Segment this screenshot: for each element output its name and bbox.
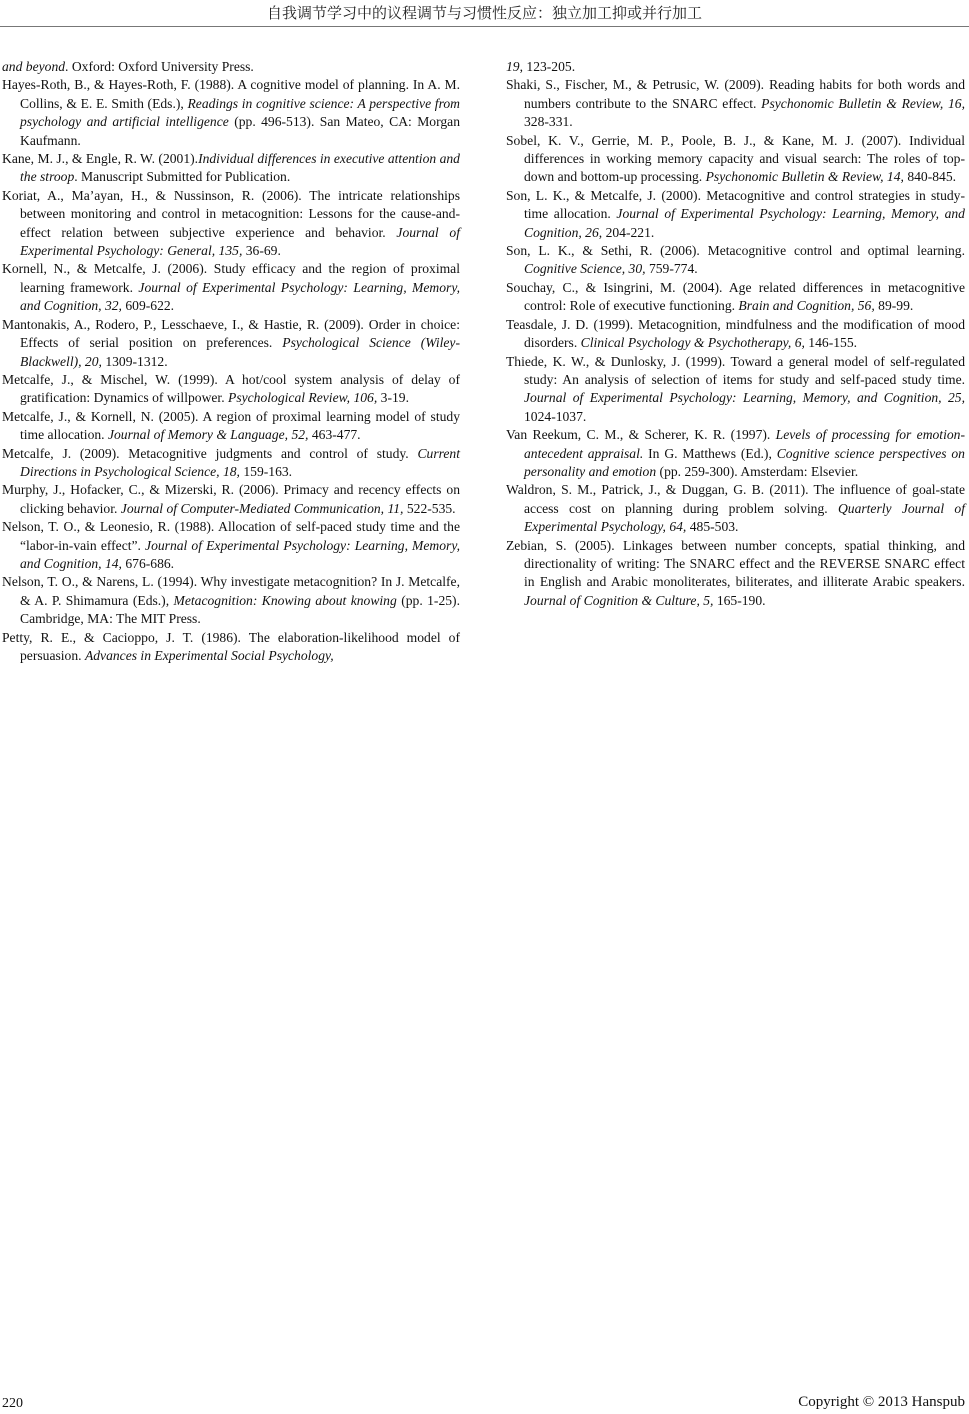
reference-text: 146-155. [804, 335, 858, 351]
reference-text: (pp. 259-300). Amsterdam: Elsevier. [656, 463, 859, 479]
reference-entry [506, 279, 965, 316]
reference-source: Journal of Experimental Psychology: Learning, Memory, and Cognition, 32, [20, 279, 460, 314]
reference-text: Nelson, T. O., & Narens, L. (1994). Why investigate metacognition? In J. Metcalfe, & A. P. Shimamura (Eds.), [2, 574, 460, 608]
reference-entry [2, 408, 460, 445]
reference-text: Koriat, A., Ma’ayan, H., & Nussinson, R. (2006). The intricate relationships between monitoring and control in metacognition: Lessons for the cause-and-effect relation between subjective experience and behavior. [2, 187, 460, 240]
reference-source: Psychonomic Bulletin & Review, 14, [705, 169, 904, 185]
reference-source: Readings in cognitive science: A perspective from psychology and artificial intelligence [20, 95, 460, 130]
reference-text: 522-535. [403, 500, 456, 516]
reference-text: Son, L. K., & Metcalfe, J. (2000). Metacognitive and control strategies in study-time allocation. [506, 187, 965, 222]
reference-text: Van Reekum, C. M., & Scherer, K. R. (1997). [506, 427, 776, 443]
reference-source: 19 [506, 59, 520, 74]
reference-text: Kane, M. J., & Engle, R. W. (2001). [2, 151, 199, 167]
reference-text: 328-331. [524, 114, 573, 130]
reference-entry [506, 316, 965, 353]
copyright-notice: Copyright © 2013 Hanspub [798, 1394, 965, 1410]
reference-entry [2, 316, 460, 371]
reference-text: Kornell, N., & Metcalfe, J. (2006). Study efficacy and the region of proximal learning framework. [2, 261, 460, 295]
reference-source: Journal of Experimental Psychology: General, 135, [20, 224, 460, 259]
reference-text: In G. Matthews (Ed.), [643, 445, 777, 461]
reference-text: (pp. 1-25). Cambridge, MA: The MIT Press. [20, 592, 460, 627]
reference-entry [2, 445, 460, 482]
reference-text: Metcalfe, J. (2009). Metacognitive judgments and control of study. [2, 445, 418, 461]
reference-entry [2, 371, 460, 408]
reference-entry [506, 537, 965, 611]
reference-source: Journal of Computer-Mediated Communication, 11, [120, 500, 404, 516]
reference-text: Son, L. K., & Sethi, R. (2006). Metacognitive control and optimal learning. [506, 243, 965, 259]
reference-source: Current Directions in Psychological Science, 18, [20, 445, 460, 479]
reference-source: Advances in Experimental Social Psychology, [84, 648, 334, 663]
reference-entry [2, 260, 460, 315]
reference-source: Quarterly Journal of Experimental Psychology, 64, [524, 500, 965, 535]
reference-entry [2, 573, 460, 628]
running-header: 自我调节学习中的议程调节与习惯性反应：独立加工抑或并行加工 [266, 4, 702, 22]
reference-text: 676-686. [121, 555, 175, 571]
reference-source: Journal of Memory & Language, 52, [107, 427, 309, 443]
reference-source: Levels of processing for emotion-antecedent appraisal. [524, 427, 965, 461]
reference-text: Hayes-Roth, B., & Hayes-Roth, F. (1988). A cognitive model of planning. In A. M. Collins, & E. E. Smith (Eds.), [2, 77, 460, 111]
reference-text: 840-845. [903, 169, 957, 185]
reference-text: 1309-1312. [101, 353, 168, 369]
reference-source: Psychological Review, 106, [228, 390, 378, 406]
reference-entry [506, 426, 965, 481]
reference-text: 159-163. [239, 463, 293, 479]
reference-entry [506, 76, 965, 131]
reference-text: 485-503. [686, 519, 739, 535]
reference-entry [2, 150, 460, 187]
reference-source: Brain and Cognition, 56, [738, 298, 875, 314]
reference-source: Psychological Science (Wiley-Blackwell), 20, [20, 335, 460, 369]
reference-text: 165-190. [713, 592, 766, 608]
reference-text: Nelson, T. O., & Leonesio, R. (1988). Allocation of self-paced study time and the “labor-in-vain effect”. [2, 519, 460, 553]
reference-text: . Manuscript Submitted for Publication. [74, 169, 291, 185]
reference-entry [2, 481, 460, 518]
reference-source: Cognitive science perspectives on personality and emotion [524, 445, 965, 479]
reference-entry [2, 76, 460, 150]
reference-text: 759-774. [645, 261, 698, 277]
references-right-column [506, 58, 965, 610]
header-rule [0, 26, 969, 27]
references-left-column [2, 58, 460, 665]
reference-text: Mantonakis, A., Rodero, P., Lesschaeve, I., & Hastie, R. (2009). Order in choice: Effects of serial position on preferences. [2, 316, 460, 351]
reference-text: Petty, R. E., & Cacioppo, J. T. (1986). The elaboration-likelihood model of persuasion. [2, 629, 460, 663]
page-number: 220 [2, 1396, 23, 1411]
reference-source: Individual differences in executive attention and the stroop [20, 151, 460, 185]
reference-text: Souchay, C., & Isingrini, M. (2004). Age related differences in metacognitive control: Role of executive functioning. [506, 279, 965, 314]
reference-text: Metcalfe, J., & Mischel, W. (1999). A hot/cool system analysis of delay of gratification: Dynamics of willpower. [2, 371, 460, 406]
reference-entry [506, 132, 965, 187]
reference-text: 3-19. [377, 390, 409, 406]
reference-entry [2, 518, 460, 573]
reference-source: Journal of Cognition & Culture, 5, [524, 592, 714, 608]
reference-entry [506, 481, 965, 536]
reference-text: Zebian, S. (2005). Linkages between number concepts, spatial thinking, and directionality of writing: The SNARC effect and the REVERSE SNARC effect in English and Arabic monoliterates, biliterates, and illiterate Arabic speakers. [506, 537, 965, 590]
reference-source: Clinical Psychology & Psychotherapy, 6, [580, 335, 805, 351]
reference-source: Journal of Experimental Psychology: Learning, Memory, and Cognition, 25, [524, 390, 965, 406]
reference-text: 609-622. [121, 298, 175, 314]
reference-entry [2, 187, 460, 261]
reference-source: Cognitive Science, 30, [524, 261, 646, 277]
reference-text: Teasdale, J. D. (1999). Metacognition, mindfulness and the modification of mood disorders. [506, 316, 965, 351]
reference-text: Thiede, K. W., & Dunlosky, J. (1999). Toward a general model of self-regulated study: An analysis of selection of items for study and self-paced study time. [506, 353, 965, 387]
reference-source: and beyond [2, 59, 66, 74]
reference-entry [2, 629, 460, 666]
reference-text: Metcalfe, J., & Kornell, N. (2005). A region of proximal learning model of study time allocation. [2, 408, 460, 443]
reference-source: Journal of Experimental Psychology: Learning, Memory, and Cognition, 26 [524, 206, 965, 240]
reference-text: (pp. 496-513). San Mateo, CA: Morgan Kaufmann. [20, 114, 460, 148]
reference-source: Journal of Experimental Psychology: Learning, Memory, and Cognition, 14, [20, 537, 461, 571]
reference-text: . Oxford: Oxford University Press. [65, 59, 254, 74]
reference-entry [506, 242, 965, 279]
reference-text: Shaki, S., Fischer, M., & Petrusic, W. (2009). Reading habits for both words and numbers contribute to the SNARC effect. [506, 77, 965, 111]
reference-entry [2, 58, 460, 76]
reference-text: Murphy, J., Hofacker, C., & Mizerski, R. (2006). Primacy and recency effects on clicking behavior. [2, 482, 460, 516]
reference-text: Sobel, K. V., Gerrie, M. P., Poole, B. J., & Kane, M. J. (2007). Individual differences in working memory capacity and visual search: The roles of top-down and bottom-up processing. [506, 132, 965, 185]
reference-text: , 123-205. [519, 59, 576, 74]
reference-text: 36-69. [242, 243, 281, 259]
reference-source: Psychonomic Bulletin & Review, 16, [761, 95, 965, 111]
reference-text: 463-477. [308, 427, 361, 443]
reference-text: 89-99. [874, 298, 914, 314]
reference-source: Metacognition: Knowing about knowing [173, 592, 397, 608]
reference-text: 1024-1037. [524, 408, 587, 424]
reference-entry [506, 353, 965, 427]
reference-text: , 204-221. [598, 224, 655, 240]
reference-entry [506, 58, 965, 76]
reference-entry [506, 187, 965, 242]
reference-text: Waldron, S. M., Patrick, J., & Duggan, G. B. (2011). The influence of goal-state access cost on planning during problem solving. [506, 482, 965, 516]
